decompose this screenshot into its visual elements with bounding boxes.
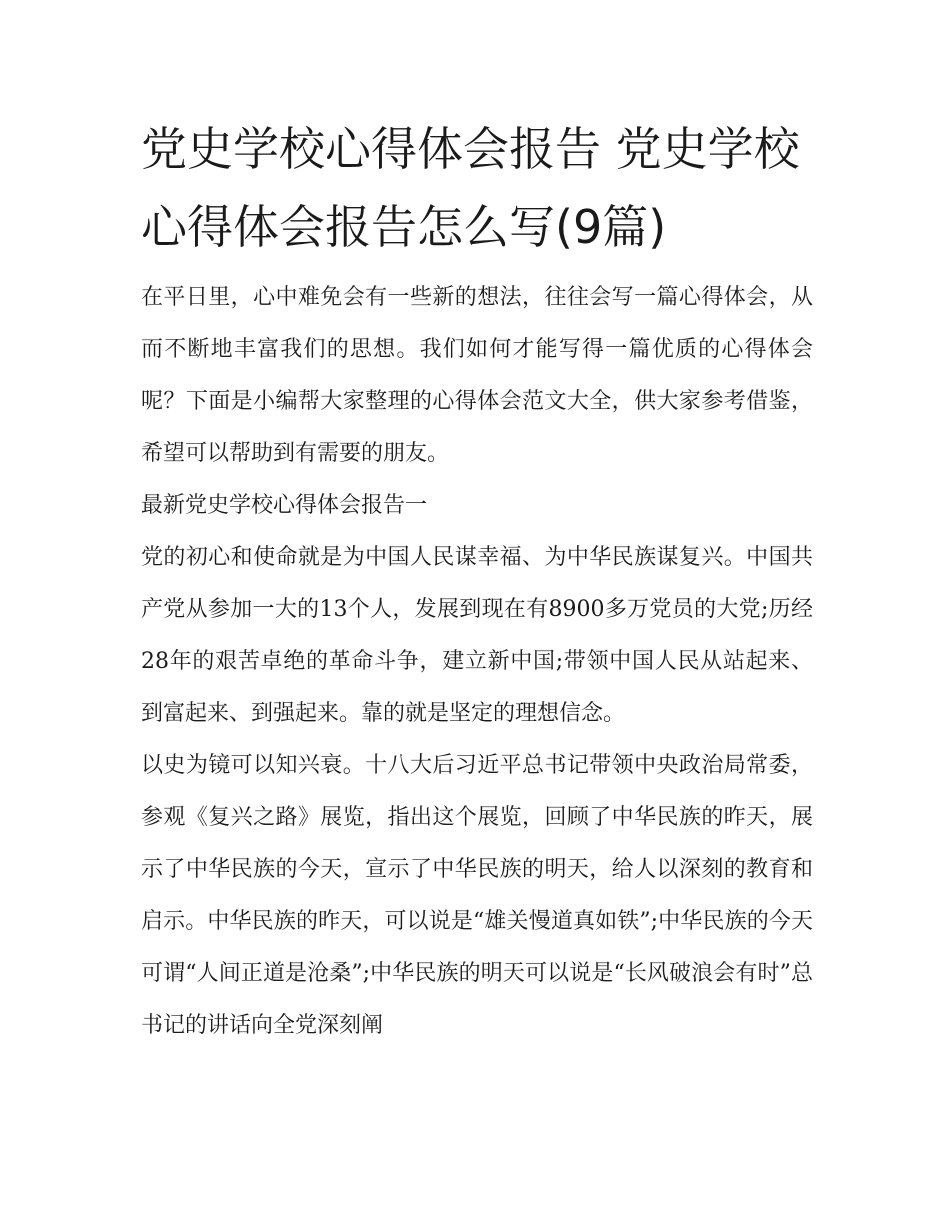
body-paragraph-1: 党的初心和使命就是为中国人民谋幸福、为中华民族谋复兴。中国共产党从参加一大的13个人，发展到现在有8900多万党员的大党;历经28年的艰苦卓绝的革命斗争，建立新中国;带领中国人民从站起来、到富起来、到强起来。靠的就是坚定的理想信念。 — [141, 545, 813, 726]
document-content — [141, 110, 813, 1052]
section-heading: 最新党史学校心得体会报告一 — [141, 493, 428, 518]
document-body — [141, 272, 813, 1052]
body-paragraph-2: 以史为镜可以知兴衰。十八大后习近平总书记带领中央政治局常委，参观《复兴之路》展览，指出这个展览，回顾了中华民族的昨天，展示了中华民族的今天，宣示了中华民族的明天，给人以深刻的教育和启示。中华民族的昨天，可以说是“雄关慢道真如铁”;中华民族的今天可谓“人间正道是沧桑”;中华民族的明天可以说是“长风破浪会有时”总书记的讲话向全党深刻阐 — [141, 753, 813, 1038]
document-title: 党史学校心得体会报告 党史学校心得体会报告怎么写(9篇) — [141, 122, 800, 254]
intro-paragraph: 在平日里，心中难免会有一些新的想法，往往会写一篇心得体会，从而不断地丰富我们的思想。我们如何才能写得一篇优质的心得体会呢？下面是小编帮大家整理的心得体会范文大全，供大家参考借鉴，希望可以帮助到有需要的朋友。 — [141, 285, 813, 466]
